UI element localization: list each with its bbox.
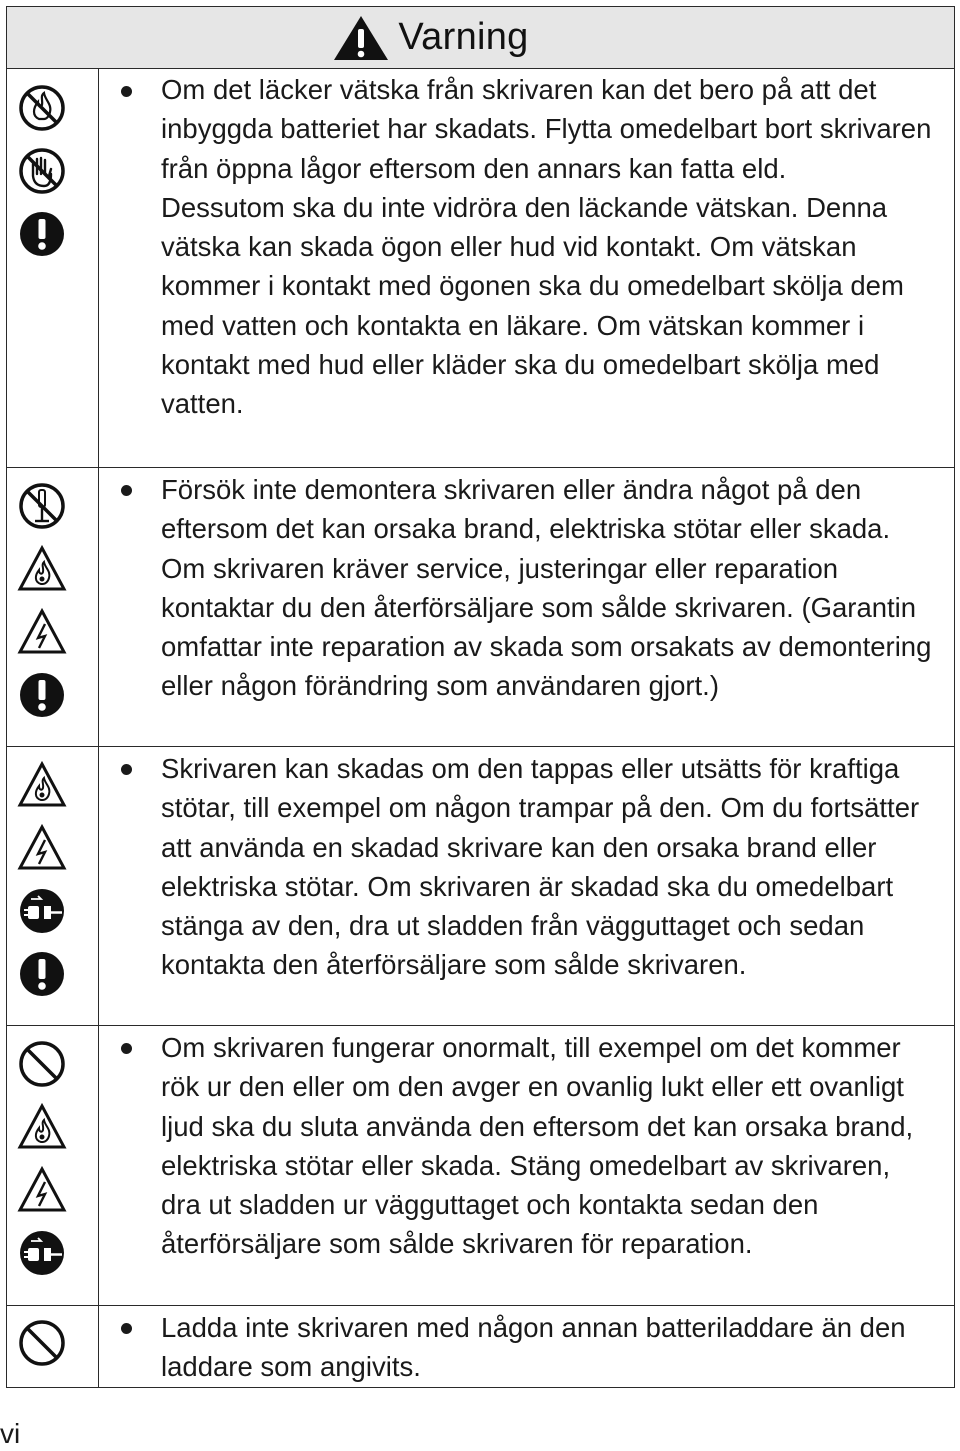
warning-text: Skrivaren kan skadas om den tappas eller utsätts för kraftiga stötar, till exempel om någon trampar på den. Om du fortsätter att använda en skadad skrivare kan den orsaka brand eller elektriska stötar. Om skrivaren är skadad ska du omedelbart stänga av den, dra ut sladden från vägguttaget och sedan kontakta den återförsäljare som sålde skrivaren. [161,753,920,981]
row-icons [7,1026,99,1305]
row-text [99,747,954,1025]
electric-shock-icon [17,823,67,873]
warning-text: Om skrivaren fungerar onormalt, till exempel om det kommer rök ur den eller om den avger en ovanlig lukt eller ett ovanligt ljud ska du sluta använda den eftersom det kan orsaka brand, elektriska stötar eller skada. Stäng omedelbart av skrivaren, dra ut sladden ur vägguttaget och kontakta sedan den återförsäljare som sålde skrivaren för reparation. [161,1032,914,1260]
row-icons [7,468,99,746]
fire-hazard-icon [17,1102,67,1152]
row-icons [7,1306,99,1387]
warning-row [7,69,954,467]
electric-shock-icon [17,1165,67,1215]
no-disassembly-icon [17,481,67,531]
unplug-icon [17,886,67,936]
mandatory-icon [17,209,67,259]
fire-hazard-icon [17,544,67,594]
warning-row [7,1025,954,1305]
warning-triangle-icon [332,14,390,62]
row-text [99,468,954,746]
warning-text: Om det läcker vätska från skrivaren kan det bero på att det inbyggda batteriet har skadats. Flytta omedelbart bort skrivaren från öppna lågor eftersom den annars kan fatta eld. [161,74,932,184]
mandatory-icon [17,949,67,999]
warning-row [7,746,954,1025]
warning-header [7,7,954,69]
fire-hazard-icon [17,760,67,810]
no-fire-icon [17,83,67,133]
bullet [121,764,132,775]
mandatory-icon [17,670,67,720]
bullet [121,1043,132,1054]
row-icons [7,69,99,467]
bullet [121,1323,132,1334]
row-text [99,1026,954,1305]
electric-shock-icon [17,607,67,657]
warning-title: Varning [398,16,529,58]
prohibited-icon [17,1039,67,1089]
bullet [121,485,132,496]
warning-text: Försök inte demontera skrivaren eller ändra något på den eftersom det kan orsaka brand, elektriska stötar eller skada. Om skrivaren kräver service, justeringar eller reparation kontaktar du den återförsäljare som sålde skrivaren. (Garantin omfattar inte reparation av skada som orsakats av demontering eller någon förändring som användaren gjort.) [161,474,932,702]
warning-table [6,6,955,1388]
unplug-icon [17,1228,67,1278]
page-number: vi [0,1418,21,1449]
warning-row [7,467,954,746]
warning-text-continued: Dessutom ska du inte vidröra den läckande vätskan. Denna vätska kan skada ögon eller hud vid kontakt. Om vätskan kommer i kontakt med ögonen ska du omedelbart skölja dem med vatten och kontakta en läkare. Om vätskan kommer i kontakt med hud eller kläder ska du omedelbart skölja med vatten. [161,191,904,420]
warning-text: Ladda inte skrivaren med någon annan batteriladdare än den laddare som angivits. [161,1312,906,1383]
bullet [121,86,132,97]
row-text [99,69,954,467]
do-not-touch-icon [17,146,67,196]
warning-row [7,1305,954,1387]
row-text [99,1306,954,1387]
row-icons [7,747,99,1025]
prohibited-icon [17,1318,67,1368]
